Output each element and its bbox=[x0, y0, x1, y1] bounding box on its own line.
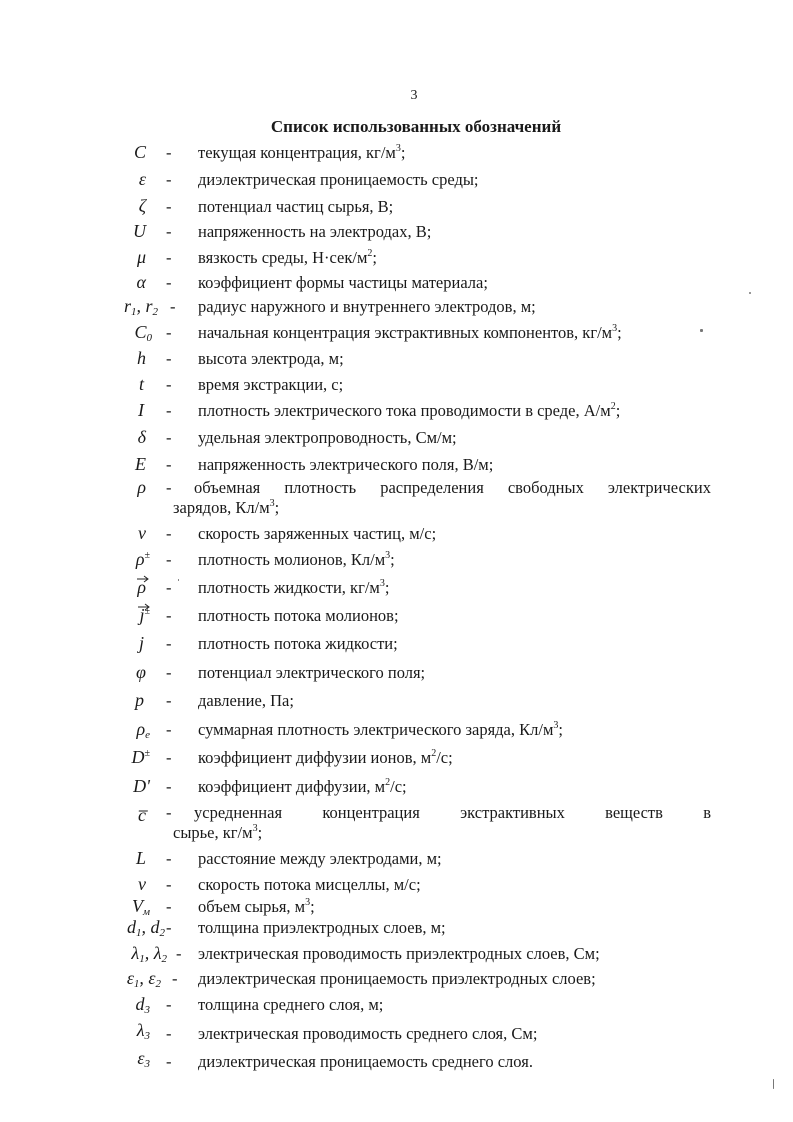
scan-speck bbox=[749, 292, 751, 294]
description: скорость заряженных частиц, м/с; bbox=[198, 524, 437, 543]
symbol: t bbox=[138, 374, 144, 394]
description: потенциал частиц сырья, В; bbox=[198, 197, 394, 216]
description: коэффициент формы частицы материала; bbox=[198, 273, 488, 292]
description: скорость потока мисцеллы, м/с; bbox=[198, 875, 421, 894]
symbol: $d_1$, $d_2$ bbox=[127, 917, 165, 939]
dash: - bbox=[166, 248, 172, 267]
dash: - bbox=[172, 969, 178, 988]
description: начальная концентрация экстрактивных компонентов, $кг/м^3$; bbox=[198, 323, 622, 342]
dash: - bbox=[166, 550, 172, 569]
description: время экстракции, с; bbox=[198, 375, 344, 394]
symbol: D± bbox=[131, 747, 150, 767]
dash: - bbox=[166, 143, 172, 162]
description: плотность электрического тока проводимости в среде, $А/м^2$; bbox=[198, 401, 621, 420]
description: напряженность на электродах, В; bbox=[198, 222, 432, 241]
symbol: $\rho_e$ bbox=[136, 719, 150, 741]
symbol: U bbox=[133, 221, 146, 241]
vector-arrow-icon bbox=[137, 603, 151, 611]
description: диэлектрическая проницаемость приэлектродных слоев; bbox=[198, 969, 596, 988]
symbol: ρ bbox=[137, 477, 146, 497]
description: диэлектрическая проницаемость среды; bbox=[198, 170, 479, 189]
scan-speck bbox=[773, 1079, 774, 1089]
symbol: δ bbox=[137, 427, 146, 447]
page-number: 3 bbox=[410, 88, 418, 103]
description: плотность потока жидкости; bbox=[198, 634, 398, 653]
dash: - bbox=[166, 849, 172, 868]
dash: - bbox=[166, 663, 172, 682]
dash: - bbox=[170, 297, 176, 316]
description: коэффициент диффузии ионов, $м^2/с$; bbox=[198, 748, 453, 767]
dash: - bbox=[166, 578, 172, 597]
symbol: ρ bbox=[137, 578, 146, 597]
description: толщина среднего слоя, м; bbox=[198, 995, 384, 1014]
description: текущая концентрация, $кг/м^3$; bbox=[198, 143, 406, 162]
dash: - bbox=[166, 918, 172, 937]
description: напряженность электрического поля, В/м; bbox=[198, 455, 494, 474]
symbol: $\varepsilon_1$, $\varepsilon_2$ bbox=[126, 968, 161, 990]
scan-speck bbox=[700, 329, 703, 332]
vector-arrow-icon bbox=[136, 575, 150, 583]
dash: - bbox=[166, 323, 172, 342]
dash: - bbox=[166, 401, 172, 420]
dash: - bbox=[166, 1024, 172, 1043]
description: вязкость среды, $Н\cdot сек/м^2$; bbox=[198, 248, 378, 267]
symbol: $\lambda_3$ bbox=[136, 1020, 150, 1042]
symbol: ε bbox=[138, 169, 146, 189]
scan-speck bbox=[178, 579, 179, 581]
dash: - bbox=[166, 170, 172, 189]
description: плотность потока молионов; bbox=[198, 606, 399, 625]
description: плотность жидкости, $кг/м^3$; bbox=[198, 578, 390, 597]
description: объем сырья, $м^3$; bbox=[198, 897, 315, 916]
dash: - bbox=[166, 478, 172, 497]
symbol: μ bbox=[136, 247, 146, 267]
description: электрическая проводимость среднего слоя, См; bbox=[198, 1024, 538, 1043]
symbol: $\varepsilon_3$ bbox=[137, 1048, 150, 1070]
symbol: h bbox=[137, 348, 146, 368]
symbol: C bbox=[133, 142, 146, 162]
symbol: ζ bbox=[138, 196, 146, 216]
description: коэффициент диффузии, $м^2/с$; bbox=[198, 777, 407, 796]
symbol: v bbox=[138, 874, 146, 894]
dash: - bbox=[176, 944, 182, 963]
symbol: L bbox=[135, 848, 146, 868]
symbol: j± bbox=[139, 605, 150, 625]
dash: - bbox=[166, 524, 172, 543]
description: толщина приэлектродных слоев, м; bbox=[198, 918, 446, 937]
dash: - bbox=[166, 777, 172, 796]
description: электрическая проводимость приэлектродных слоев, См; bbox=[198, 944, 600, 963]
dash: - bbox=[166, 349, 172, 368]
description: радиус наружного и внутреннего электродов, м; bbox=[198, 297, 536, 316]
description-continuation: сырье, $кг/м^3$; bbox=[173, 823, 263, 842]
dash: - bbox=[166, 720, 172, 739]
dash: - bbox=[166, 273, 172, 292]
description: расстояние между электродами, м; bbox=[198, 849, 442, 868]
description: объемная плотность распределения свободных электрических bbox=[194, 478, 711, 497]
dash: - bbox=[166, 455, 172, 474]
dash: - bbox=[166, 606, 172, 625]
symbol: $r_1$, $r_2$ bbox=[123, 296, 158, 318]
dash: - bbox=[166, 995, 172, 1014]
page-title: Список использованных обозначений bbox=[270, 117, 562, 136]
dash: - bbox=[166, 803, 172, 822]
dash: - bbox=[166, 691, 172, 710]
dash: - bbox=[166, 875, 172, 894]
description: удельная электропроводность, См/м; bbox=[198, 428, 457, 447]
description: суммарная плотность электрического заряда, $Кл/м^3$; bbox=[198, 720, 563, 739]
symbol: c̅ bbox=[138, 805, 146, 825]
description-continuation: зарядов, $Кл/м^3$; bbox=[173, 498, 280, 517]
description: высота электрода, м; bbox=[198, 349, 344, 368]
description: потенциал электрического поля; bbox=[198, 663, 426, 682]
description: диэлектрическая проницаемость среднего слоя. bbox=[198, 1052, 533, 1071]
symbol: $\lambda_1$, $\lambda_2$ bbox=[131, 943, 167, 965]
symbol: E bbox=[135, 454, 146, 474]
description: давление, Па; bbox=[198, 691, 294, 710]
symbol: $d_3$ bbox=[135, 994, 150, 1016]
dash: - bbox=[166, 375, 172, 394]
dash: - bbox=[166, 222, 172, 241]
dash: - bbox=[166, 428, 172, 447]
dash: - bbox=[166, 634, 172, 653]
symbol: D' bbox=[133, 776, 150, 796]
description: плотность молионов, $Кл/м^3$; bbox=[198, 550, 395, 569]
symbol: I bbox=[138, 400, 144, 420]
description: усредненная концентрация экстрактивных веществ в bbox=[194, 803, 711, 822]
symbol: $C_0$ bbox=[134, 322, 152, 344]
symbol: α bbox=[136, 272, 146, 292]
dash: - bbox=[166, 197, 172, 216]
symbol: v bbox=[138, 523, 146, 543]
symbol: φ bbox=[136, 662, 146, 682]
dash: - bbox=[166, 897, 172, 916]
symbol: p bbox=[135, 690, 144, 710]
symbol: ρ± bbox=[135, 549, 150, 569]
symbol: $V_м$ bbox=[131, 896, 150, 918]
dash: - bbox=[166, 1052, 172, 1071]
dash: - bbox=[166, 748, 172, 767]
symbol: j bbox=[138, 633, 144, 653]
